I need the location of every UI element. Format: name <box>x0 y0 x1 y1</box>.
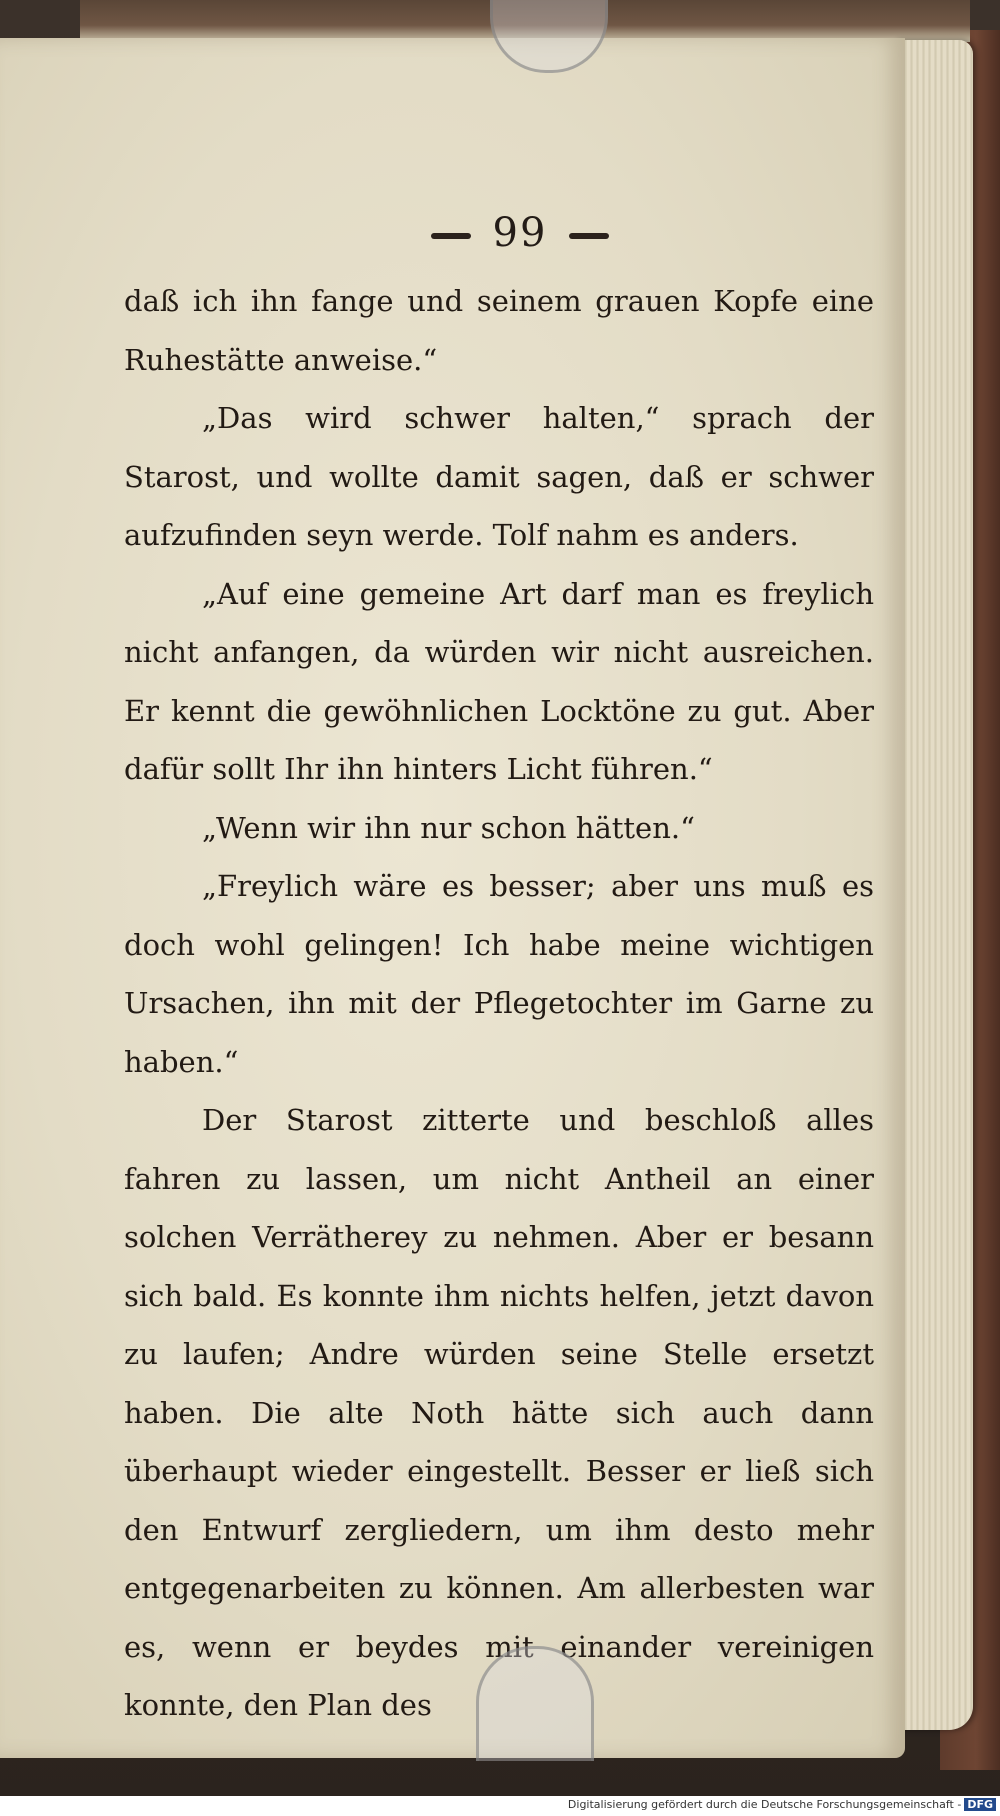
page-number <box>390 210 650 256</box>
paragraph: „Freylich wäre es besser; aber uns muß es doch wohl gelingen! Ich habe meine wichtigen Ursachen, ihn mit der Pflegetochter im Garne zu haben.“ <box>124 869 874 1079</box>
paragraph: Der Starost zitterte und beschloß alles fahren zu lassen, um nicht Antheil an einer solchen Verrätherey zu nehmen. Aber er besann sich bald. Es konnte ihm nichts helfen, jetzt davon zu laufen; Andre würden seine Stelle ersetzt haben. Die alte Noth hätte sich auch dann überhaupt wieder eingestellt. Besser er ließ sich den Entwurf zergliedern, um ihm desto mehr entgegenarbeiten zu können. Am allerbesten war es, wenn er beydes mit einander vereinigen konnte, den Plan des <box>124 1103 874 1722</box>
body-text <box>124 272 874 1735</box>
page-clip-bottom <box>476 1646 594 1761</box>
page-fore-edge <box>895 40 973 1730</box>
page-number-dash-left <box>431 233 471 239</box>
credit-text: Digitalisierung gefördert durch die Deutsche Forschungsgemeinschaft - <box>567 1798 962 1811</box>
dfg-logo: DFG <box>964 1798 996 1811</box>
paragraph: daß ich ihn fange und seinem grauen Kopfe eine Ruhestätte anweise.“ <box>124 284 874 377</box>
paragraph: „Wenn wir ihn nur schon hätten.“ <box>202 810 695 845</box>
paragraph: „Auf eine gemeine Art darf man es freylich nicht anfangen, da würden wir nicht ausreichen. Er kennt die gewöhnlichen Locktöne zu gut. Aber dafür sollt Ihr ihn hinters Licht führen.“ <box>124 576 874 786</box>
page-number-dash-right <box>569 233 609 239</box>
page-number-value: 99 <box>492 210 548 256</box>
paragraph: „Das wird schwer halten,“ sprach der Starost, und wollte damit sagen, daß er schwer aufzufinden seyn werde. Tolf nahm es anders. <box>124 401 874 552</box>
digitization-credit <box>568 1798 996 1811</box>
